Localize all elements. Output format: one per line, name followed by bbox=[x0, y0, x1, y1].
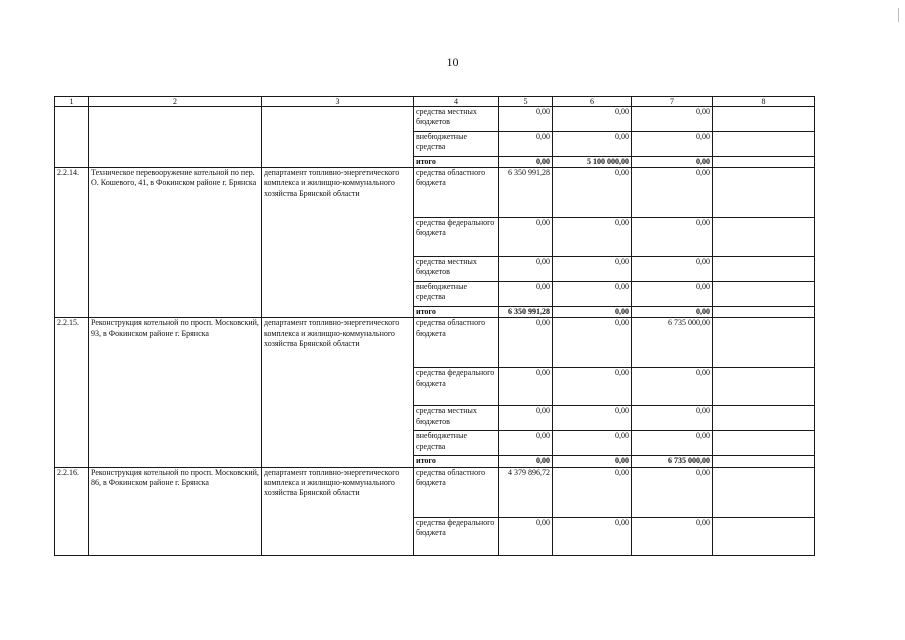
header-cell: 2 bbox=[89, 97, 262, 107]
item-name-cell bbox=[89, 107, 262, 168]
funding-source-cell: средства областного бюджета bbox=[414, 168, 499, 218]
amount-cell-col7: 0,00 bbox=[632, 157, 713, 168]
amount-cell-col7: 0,00 bbox=[632, 431, 713, 456]
amount-cell-col5: 0,00 bbox=[499, 218, 553, 257]
amount-cell-col6: 0,00 bbox=[553, 406, 632, 431]
table-row bbox=[55, 467, 815, 517]
amount-cell-col7: 0,00 bbox=[632, 282, 713, 307]
executor-cell: департамент топливно-энергетического комплекса и жилищно-коммунального хозяйства Брянской области bbox=[262, 318, 414, 467]
funding-source-cell: итого bbox=[414, 157, 499, 168]
amount-cell-col5: 0,00 bbox=[499, 282, 553, 307]
amount-cell-col5: 6 350 991,28 bbox=[499, 307, 553, 318]
header-cell: 3 bbox=[262, 97, 414, 107]
amount-cell-col5: 0,00 bbox=[499, 431, 553, 456]
amount-cell-col6: 0,00 bbox=[553, 257, 632, 282]
amount-cell-col7: 0,00 bbox=[632, 168, 713, 218]
amount-cell-col5: 0,00 bbox=[499, 456, 553, 467]
item-name-cell: Техническое перевооружение котельной по пер. О. Кошевого, 41, в Фокинском районе г. Брянска bbox=[89, 168, 262, 318]
header-cell: 5 bbox=[499, 97, 553, 107]
amount-cell-col6: 0,00 bbox=[553, 431, 632, 456]
amount-cell-col6: 0,00 bbox=[553, 318, 632, 368]
amount-cell-col7: 0,00 bbox=[632, 107, 713, 132]
empty-cell-col8 bbox=[713, 132, 815, 157]
amount-cell-col6: 0,00 bbox=[553, 517, 632, 555]
amount-cell-col5: 0,00 bbox=[499, 406, 553, 431]
scan-edge-mark bbox=[898, 8, 899, 22]
executor-cell: департамент топливно-энергетического комплекса и жилищно-коммунального хозяйства Брянской области bbox=[262, 168, 414, 318]
amount-cell-col6: 5 100 000,00 bbox=[553, 157, 632, 168]
table-body bbox=[55, 97, 815, 556]
executor-cell bbox=[262, 107, 414, 168]
amount-cell-col5: 4 379 896,72 bbox=[499, 467, 553, 517]
empty-cell-col8 bbox=[713, 456, 815, 467]
funding-source-cell: средства федерального бюджета bbox=[414, 368, 499, 406]
header-cell: 8 bbox=[713, 97, 815, 107]
amount-cell-col6: 0,00 bbox=[553, 218, 632, 257]
amount-cell-col7: 0,00 bbox=[632, 517, 713, 555]
funding-source-cell: средства федерального бюджета bbox=[414, 517, 499, 555]
amount-cell-col5: 0,00 bbox=[499, 107, 553, 132]
item-name-cell: Реконструкция котельной по просп. Московский, 93, в Фокинском районе г. Брянска bbox=[89, 318, 262, 467]
table-row bbox=[55, 107, 815, 132]
empty-cell-col8 bbox=[713, 218, 815, 257]
empty-cell-col8 bbox=[713, 157, 815, 168]
empty-cell-col8 bbox=[713, 517, 815, 555]
item-code-cell: 2.2.15. bbox=[55, 318, 89, 467]
funding-source-cell: средства местных бюджетов bbox=[414, 406, 499, 431]
header-row bbox=[55, 97, 815, 107]
amount-cell-col6: 0,00 bbox=[553, 467, 632, 517]
amount-cell-col6: 0,00 bbox=[553, 132, 632, 157]
funding-source-cell: средства областного бюджета bbox=[414, 318, 499, 368]
amount-cell-col5: 0,00 bbox=[499, 132, 553, 157]
funding-source-cell: итого bbox=[414, 456, 499, 467]
amount-cell-col7: 0,00 bbox=[632, 406, 713, 431]
page-number: 10 bbox=[446, 55, 459, 69]
empty-cell-col8 bbox=[713, 368, 815, 406]
empty-cell-col8 bbox=[713, 467, 815, 517]
item-code-cell: 2.2.14. bbox=[55, 168, 89, 318]
empty-cell-col8 bbox=[713, 431, 815, 456]
amount-cell-col5: 0,00 bbox=[499, 368, 553, 406]
item-code-cell bbox=[55, 107, 89, 168]
table-row bbox=[55, 318, 815, 368]
amount-cell-col7: 6 735 000,00 bbox=[632, 318, 713, 368]
amount-cell-col7: 0,00 bbox=[632, 368, 713, 406]
amount-cell-col7: 0,00 bbox=[632, 307, 713, 318]
amount-cell-col5: 6 350 991,28 bbox=[499, 168, 553, 218]
empty-cell-col8 bbox=[713, 318, 815, 368]
item-name-cell: Реконструкция котельной по просп. Московский, 86, в Фокинском районе г. Брянска bbox=[89, 467, 262, 555]
amount-cell-col6: 0,00 bbox=[553, 282, 632, 307]
amount-cell-col5: 0,00 bbox=[499, 517, 553, 555]
program-table bbox=[54, 96, 815, 556]
header-cell: 6 bbox=[553, 97, 632, 107]
amount-cell-col7: 0,00 bbox=[632, 257, 713, 282]
amount-cell-col6: 0,00 bbox=[553, 168, 632, 218]
amount-cell-col5: 0,00 bbox=[499, 157, 553, 168]
amount-cell-col5: 0,00 bbox=[499, 318, 553, 368]
funding-source-cell: средства местных бюджетов bbox=[414, 257, 499, 282]
funding-source-cell: итого bbox=[414, 307, 499, 318]
empty-cell-col8 bbox=[713, 107, 815, 132]
funding-source-cell: внебюджетные средства bbox=[414, 282, 499, 307]
funding-source-cell: средства областного бюджета bbox=[414, 467, 499, 517]
amount-cell-col7: 0,00 bbox=[632, 218, 713, 257]
item-code-cell: 2.2.16. bbox=[55, 467, 89, 555]
empty-cell-col8 bbox=[713, 282, 815, 307]
executor-cell: департамент топливно-энергетического комплекса и жилищно-коммунального хозяйства Брянской области bbox=[262, 467, 414, 555]
amount-cell-col6: 0,00 bbox=[553, 456, 632, 467]
amount-cell-col5: 0,00 bbox=[499, 257, 553, 282]
amount-cell-col6: 0,00 bbox=[553, 368, 632, 406]
amount-cell-col6: 0,00 bbox=[553, 307, 632, 318]
empty-cell-col8 bbox=[713, 406, 815, 431]
empty-cell-col8 bbox=[713, 257, 815, 282]
header-cell: 7 bbox=[632, 97, 713, 107]
funding-source-cell: внебюджетные средства bbox=[414, 431, 499, 456]
header-cell: 4 bbox=[414, 97, 499, 107]
amount-cell-col7: 0,00 bbox=[632, 132, 713, 157]
header-cell: 1 bbox=[55, 97, 89, 107]
funding-source-cell: внебюджетные средства bbox=[414, 132, 499, 157]
table-row bbox=[55, 168, 815, 218]
amount-cell-col6: 0,00 bbox=[553, 107, 632, 132]
empty-cell-col8 bbox=[713, 168, 815, 218]
amount-cell-col7: 6 735 000,00 bbox=[632, 456, 713, 467]
funding-source-cell: средства местных бюджетов bbox=[414, 107, 499, 132]
empty-cell-col8 bbox=[713, 307, 815, 318]
amount-cell-col7: 0,00 bbox=[632, 467, 713, 517]
funding-source-cell: средства федерального бюджета bbox=[414, 218, 499, 257]
